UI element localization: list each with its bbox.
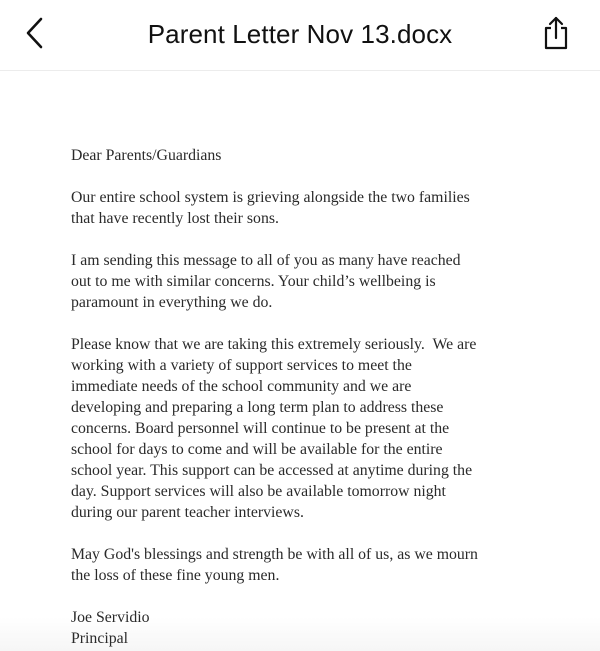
text-line: May God's blessings and strength be with all of us, as we mourn xyxy=(71,546,478,563)
letter-body xyxy=(71,145,541,649)
text-line: paramount in everything we do. xyxy=(71,294,273,311)
paragraph-blessing xyxy=(71,544,541,586)
text-line: during our parent teacher interviews. xyxy=(71,504,304,521)
text-line: working with a variety of support services to meet the xyxy=(71,357,412,374)
share-button[interactable] xyxy=(536,14,576,56)
signature-name: Joe Servidio xyxy=(71,609,150,626)
paragraph-support xyxy=(71,334,541,523)
text-line: out to me with similar concerns. Your child’s wellbeing is xyxy=(71,273,436,290)
text-line: the loss of these fine young men. xyxy=(71,567,280,584)
text-line: school year. This support can be accessed at anytime during the xyxy=(71,462,473,479)
text-line: school for days to come and will be available for the entire xyxy=(71,441,443,458)
signature-title: Principal xyxy=(71,630,129,647)
signature-block xyxy=(71,607,541,649)
text-line: immediate needs of the school community and we are xyxy=(71,378,412,395)
paragraph-condolence xyxy=(71,187,541,229)
text-line: developing and preparing a long term plan to address these xyxy=(71,399,444,416)
text-line: Please know that we are taking this extremely seriously. We are xyxy=(71,336,477,353)
text-line: that have recently lost their sons. xyxy=(71,210,279,227)
paragraph-message xyxy=(71,250,541,313)
text-line: Our entire school system is grieving alongside the two families xyxy=(71,189,470,206)
text-line: concerns. Board personnel will continue to be present at the xyxy=(71,420,450,437)
top-navigation-bar xyxy=(0,0,600,71)
share-icon xyxy=(542,16,570,55)
document-title: Parent Letter Nov 13.docx xyxy=(147,19,453,49)
salutation-text: Dear Parents/Guardians xyxy=(71,147,222,164)
text-line: I am sending this message to all of you as many have reached xyxy=(71,252,461,269)
document-viewer[interactable] xyxy=(0,72,600,651)
salutation xyxy=(71,145,541,166)
text-line: day. Support services will also be available tomorrow night xyxy=(71,483,446,500)
